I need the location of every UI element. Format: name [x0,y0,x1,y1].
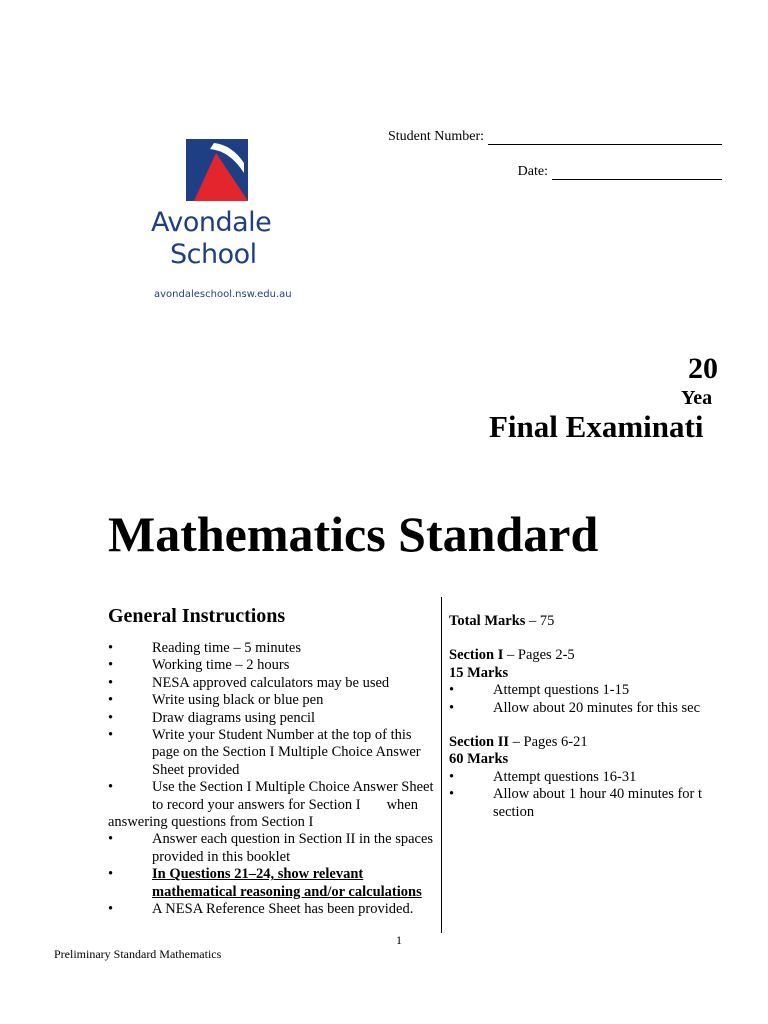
instruction-continuation: answering questions from Section I [108,814,314,831]
list-item: section [493,803,535,820]
marks-summary [449,613,711,833]
general-instructions-heading: General Instructions [108,605,286,627]
list-item: • In Questions 21–24, show relevant mathematical reasoning and/or calculations [108,866,422,900]
column-divider [441,597,442,933]
year-label: Yea [681,387,713,409]
list-item: • Draw diagrams using pencil [108,709,316,726]
list-item: • Write your Student Number at the top of this page on the Section I Multiple Choice Answer Sheet provided [108,727,421,778]
list-item: • A NESA Reference Sheet has been provided. [108,901,414,918]
list-item: • Allow about 1 hour 40 minutes for t [449,786,703,803]
list-item: • NESA approved calculators may be used [108,674,390,691]
list-item: • Attempt questions 1-15 [449,682,630,699]
section1-list [449,682,711,717]
section2-list [449,769,711,821]
section2-marks: 60 Marks [449,751,509,768]
list-item: • Use the Section I Multiple Choice Answer Sheet [108,779,434,796]
date-label: Date: [517,164,548,179]
student-number-field [388,129,722,145]
list-item: • Write using black or blue pen [108,692,324,709]
section2-heading: Section II – Pages 6-21 [449,734,588,751]
total-marks: Total Marks – 75 [449,613,555,629]
page-number: 1 [396,933,402,947]
logo-text-line1: Avondale [151,207,272,238]
list-item: • Answer each question in Section II in the spaces provided in this booklet [108,831,434,865]
section1-marks: 15 Marks [449,664,509,681]
instruction-continuation: to record your answers for Section I when [152,796,418,813]
date-field [518,164,722,180]
exam-title: Final Examinati [489,409,704,444]
logo-text-line2: School [170,239,257,270]
footer-text: Preliminary Standard Mathematics [54,947,222,961]
list-item: • Attempt questions 16-31 [449,768,637,785]
list-item: • Reading time – 5 minutes [108,640,302,656]
subject-title: Mathematics Standard [108,506,599,562]
student-number-line[interactable] [488,131,722,145]
general-instructions [108,600,438,932]
title-block [0,340,718,450]
school-logo-icon [186,139,248,201]
list-item: • Allow about 20 minutes for this sec [449,699,701,716]
logo-url: avondaleschool.nsw.edu.au [154,289,292,300]
year-number: 20 [688,352,718,385]
instructions-list [108,640,438,797]
section1-heading: Section I – Pages 2-5 [449,647,575,664]
student-number-label: Student Number: [387,129,484,144]
date-line[interactable] [552,166,722,180]
list-item: • Working time – 2 hours [108,657,290,674]
